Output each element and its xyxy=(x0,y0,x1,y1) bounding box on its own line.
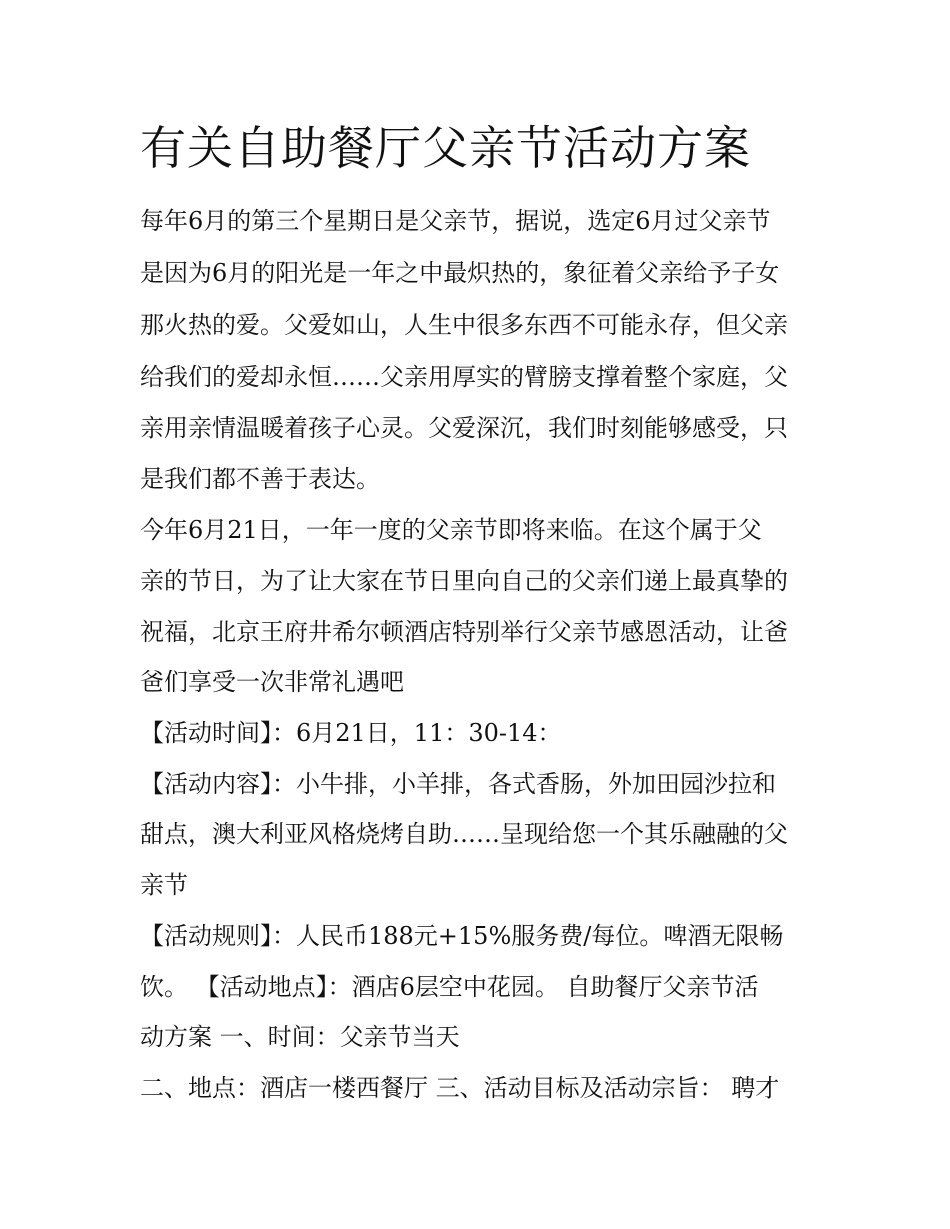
paragraph-line: 甜点，澳大利亚风格烧烤自助……呈现给您一个其乐融融的父 xyxy=(140,820,788,848)
paragraph-line: 今年6月21日，一年一度的父亲节即将来临。在这个属于父 xyxy=(140,516,762,544)
paragraph-line: 每年6月的第三个星期日是父亲节，据说，选定6月过父亲节 xyxy=(140,207,771,235)
activity-content-line: 【活动内容】：小牛排，小羊排，各式香肠，外加田园沙拉和 xyxy=(140,770,776,798)
paragraph-line: 爸们享受一次非常礼遇吧 xyxy=(140,668,404,696)
paragraph-line: 是我们都不善于表达。 xyxy=(140,465,380,493)
paragraph-line: 亲用亲情温暖着孩子心灵。父爱深沉，我们时刻能够感受，只 xyxy=(140,414,788,442)
paragraph-line: 亲的节日，为了让大家在节日里向自己的父亲们递上最真挚的 xyxy=(140,567,788,595)
location-line: 二、地点：酒店一楼西餐厅 三、活动目标及活动宗旨： 聘才 xyxy=(140,1074,780,1102)
paragraph-line: 动方案 一、时间：父亲节当天 xyxy=(140,1023,460,1051)
paragraph-line: 亲节 xyxy=(140,871,188,899)
paragraph-line: 是因为6月的阳光是一年之中最炽热的，象征着父亲给予子女 xyxy=(140,259,780,287)
activity-rules-line: 【活动规则】：人民币188元+15%服务费/每位。啤酒无限畅 xyxy=(140,922,784,950)
paragraph-line: 那火热的爱。父爱如山，人生中很多东西不可能永存，但父亲 xyxy=(140,311,788,339)
paragraph-line: 给我们的爱却永恒……父亲用厚实的臂膀支撑着整个家庭，父 xyxy=(140,363,788,391)
activity-time-line: 【活动时间】：6月21日，11：30-14： xyxy=(140,719,562,747)
document-title: 有关自助餐厅父亲节活动方案 xyxy=(140,121,751,175)
paragraph-line: 饮。 【活动地点】：酒店6层空中花园。 自助餐厅父亲节活 xyxy=(140,973,759,1001)
paragraph-line: 祝福，北京王府井希尔顿酒店特别举行父亲节感恩活动，让爸 xyxy=(140,618,788,646)
